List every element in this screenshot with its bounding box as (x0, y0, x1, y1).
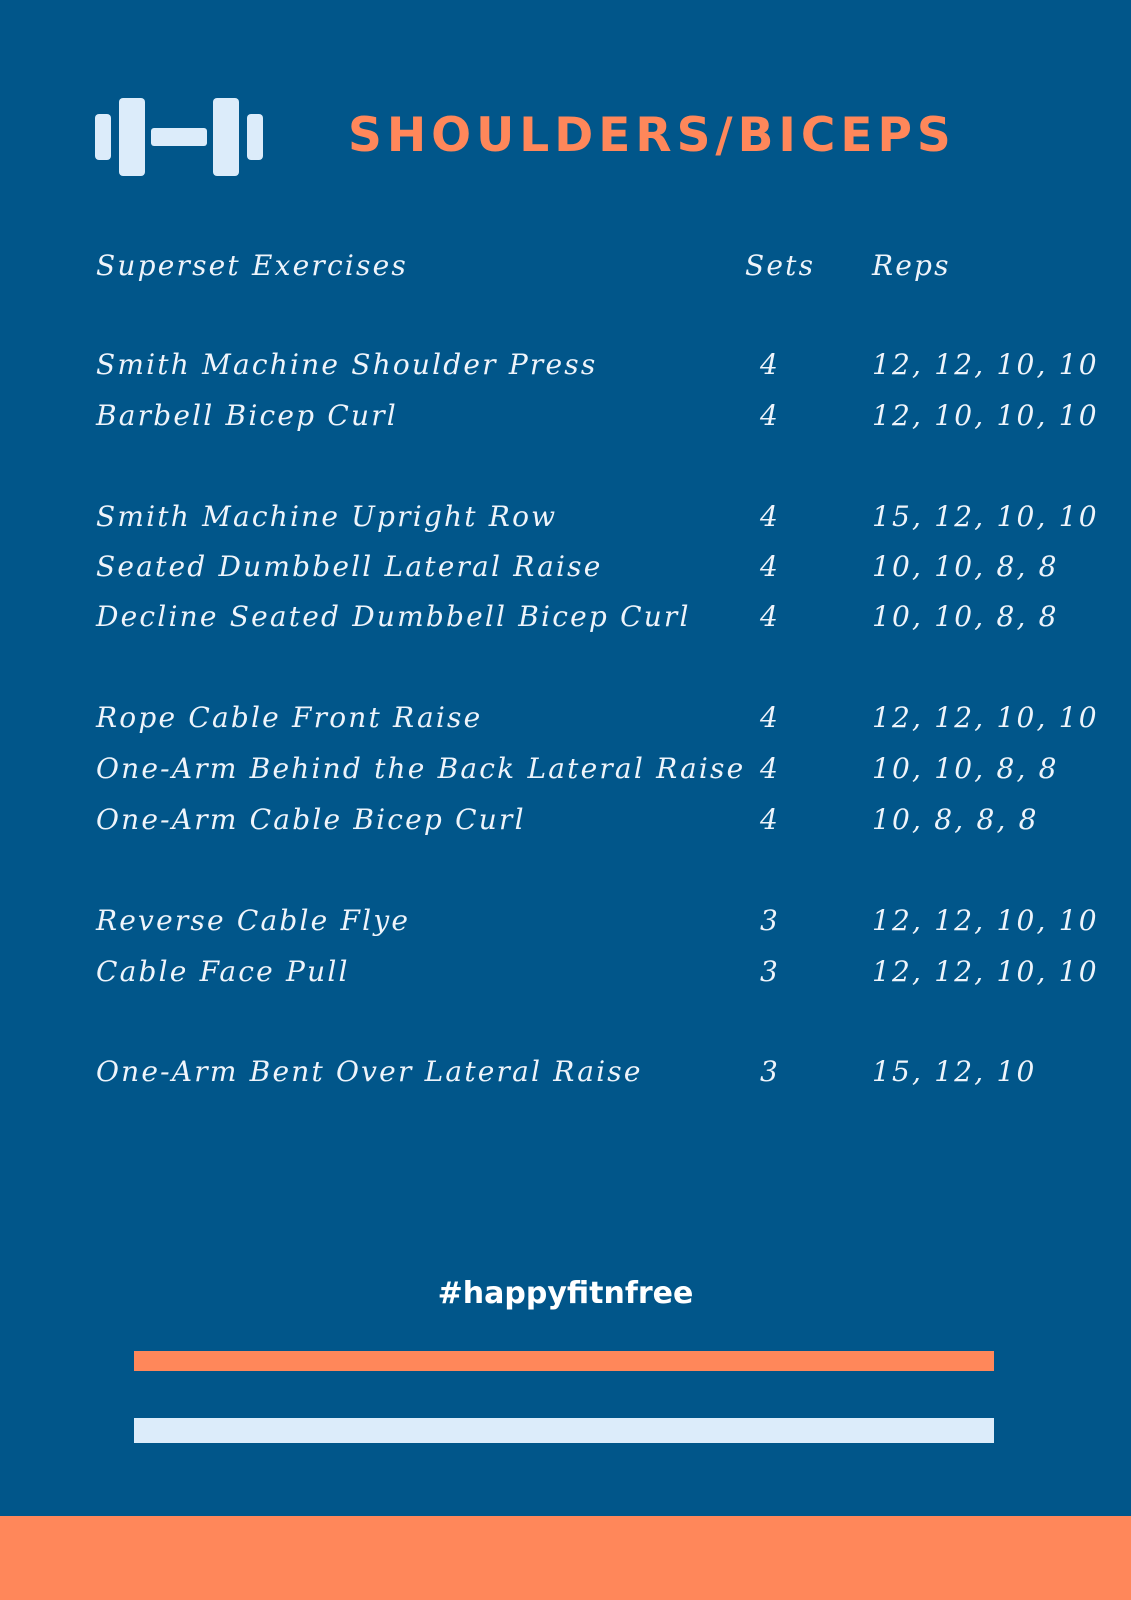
exercise-reps: 10, 10, 8, 8 (872, 600, 1059, 633)
column-header-reps: Reps (872, 249, 951, 282)
exercise-sets: 4 (760, 803, 781, 836)
footer-band (0, 1516, 1131, 1600)
exercise-reps: 15, 12, 10 (872, 1055, 1037, 1088)
exercise-reps: 10, 8, 8, 8 (872, 803, 1039, 836)
dumbbell-icon (95, 96, 263, 178)
exercise-name: Barbell Bicep Curl (96, 399, 398, 432)
exercise-name: Smith Machine Shoulder Press (96, 348, 598, 381)
exercise-name: Cable Face Pull (96, 955, 350, 988)
exercise-sets: 3 (760, 1055, 781, 1088)
exercise-reps: 10, 10, 8, 8 (872, 550, 1059, 583)
exercise-sets: 3 (760, 904, 781, 937)
exercise-reps: 12, 12, 10, 10 (872, 348, 1099, 381)
exercise-name: One-Arm Bent Over Lateral Raise (96, 1055, 643, 1088)
exercise-sets: 4 (760, 500, 781, 533)
hashtag: #happyfitnfree (437, 1276, 694, 1311)
light-divider (134, 1418, 994, 1443)
accent-divider (134, 1351, 994, 1371)
exercise-reps: 12, 10, 10, 10 (872, 399, 1099, 432)
exercise-sets: 3 (760, 955, 781, 988)
column-header-exercise: Superset Exercises (96, 249, 408, 282)
exercise-sets: 4 (760, 348, 781, 381)
exercise-reps: 15, 12, 10, 10 (872, 500, 1099, 533)
exercise-name: Smith Machine Upright Row (96, 500, 558, 533)
exercise-sets: 4 (760, 550, 781, 583)
exercise-sets: 4 (760, 600, 781, 633)
exercise-reps: 10, 10, 8, 8 (872, 752, 1059, 785)
exercise-name: Decline Seated Dumbbell Bicep Curl (96, 600, 691, 633)
exercise-sets: 4 (760, 399, 781, 432)
exercise-name: Reverse Cable Flye (96, 904, 411, 937)
exercise-reps: 12, 12, 10, 10 (872, 955, 1099, 988)
exercise-reps: 12, 12, 10, 10 (872, 701, 1099, 734)
exercise-sets: 4 (760, 752, 781, 785)
exercise-name: One-Arm Behind the Back Lateral Raise (96, 752, 746, 785)
exercise-reps: 12, 12, 10, 10 (872, 904, 1099, 937)
exercise-name: Seated Dumbbell Lateral Raise (96, 550, 603, 583)
page-title: SHOULDERS/BICEPS (348, 108, 956, 163)
exercise-sets: 4 (760, 701, 781, 734)
exercise-name: Rope Cable Front Raise (96, 701, 483, 734)
exercise-name: One-Arm Cable Bicep Curl (96, 803, 526, 836)
column-header-sets: Sets (745, 249, 816, 282)
